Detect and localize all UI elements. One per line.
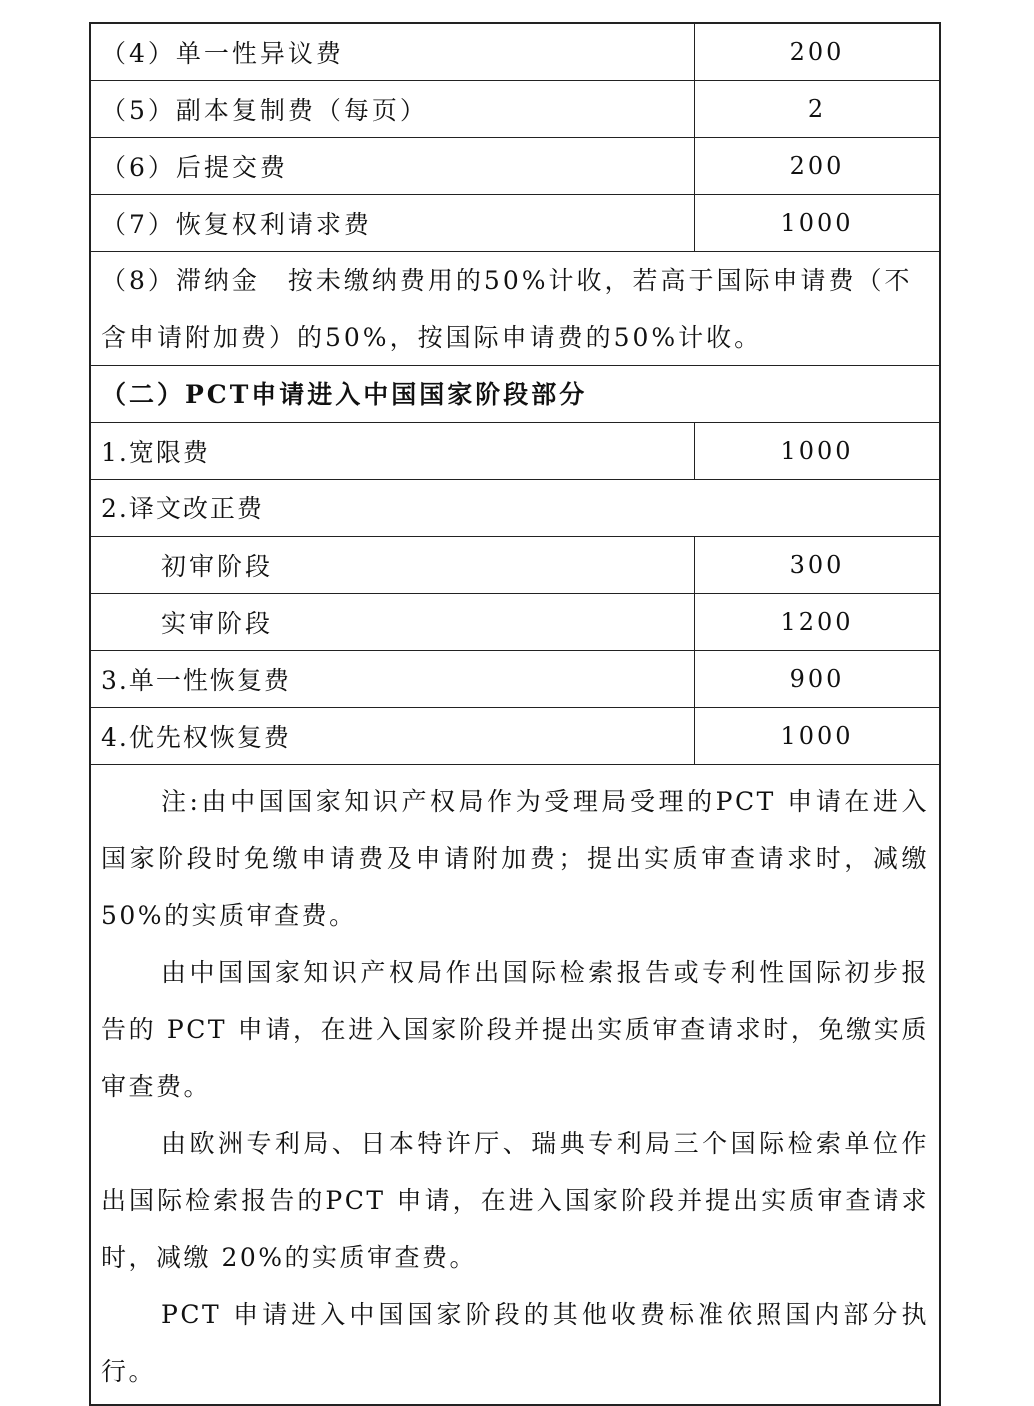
table-row [91, 81, 939, 138]
table-row [91, 651, 939, 708]
fee-value: 200 [789, 152, 845, 180]
fee-label: 初审阶段 [91, 537, 695, 593]
table-row [91, 195, 939, 252]
fee-value: 300 [789, 551, 845, 579]
fee-value: 200 [789, 38, 845, 66]
table-row [91, 24, 939, 81]
fee-value: 2 [807, 95, 827, 123]
fee-value: 1000 [780, 209, 854, 237]
fee-label: （7）恢复权利请求费 [91, 195, 695, 251]
table-row [91, 708, 939, 765]
translation-header-row [91, 480, 939, 537]
fee-table [89, 22, 941, 1406]
fee-value: 900 [789, 665, 845, 693]
table-row [91, 423, 939, 480]
section-title-row [91, 366, 939, 423]
note-paragraph: 由欧洲专利局、日本特许厅、瑞典专利局三个国际检索单位作出国际检索报告的PCT 申请，在进入国家阶段并提出实质审查请求时，减缴 20%的实质审查费。 [101, 1129, 929, 1272]
section-title: （二）PCT申请进入中国国家阶段部分 [101, 379, 588, 409]
late-fee-row [91, 252, 939, 366]
fee-label: （4）单一性异议费 [91, 24, 695, 80]
fee-label: 4.优先权恢复费 [91, 708, 695, 764]
fee-value: 1000 [780, 722, 854, 750]
table-row [91, 138, 939, 195]
fee-label: （6）后提交费 [91, 138, 695, 194]
note-paragraph: PCT 申请进入中国国家阶段的其他收费标准依照国内部分执行。 [101, 1300, 929, 1386]
fee-value: 1200 [780, 608, 854, 636]
late-fee-text: （8）滞纳金 按未缴纳费用的50%计收，若高于国际申请费（不含申请附加费）的50%，按国际申请费的50%计收。 [101, 266, 913, 352]
fee-label: 1.宽限费 [91, 423, 695, 479]
table-row [91, 537, 939, 594]
fee-label: 3.单一性恢复费 [91, 651, 695, 707]
fee-label: 实审阶段 [91, 594, 695, 650]
translation-header: 2.译文改正费 [101, 493, 264, 523]
note-paragraph: 注:由中国国家知识产权局作为受理局受理的PCT 申请在进入国家阶段时免缴申请费及申请附加费；提出实质审查请求时，减缴 50%的实质审查费。 [101, 787, 929, 930]
notes-block [91, 765, 939, 1404]
fee-value: 1000 [780, 437, 854, 465]
note-paragraph: 由中国国家知识产权局作出国际检索报告或专利性国际初步报告的 PCT 申请，在进入国家阶段并提出实质审查请求时，免缴实质审查费。 [101, 958, 929, 1101]
fee-label: （5）副本复制费（每页） [91, 81, 695, 137]
table-row [91, 594, 939, 651]
